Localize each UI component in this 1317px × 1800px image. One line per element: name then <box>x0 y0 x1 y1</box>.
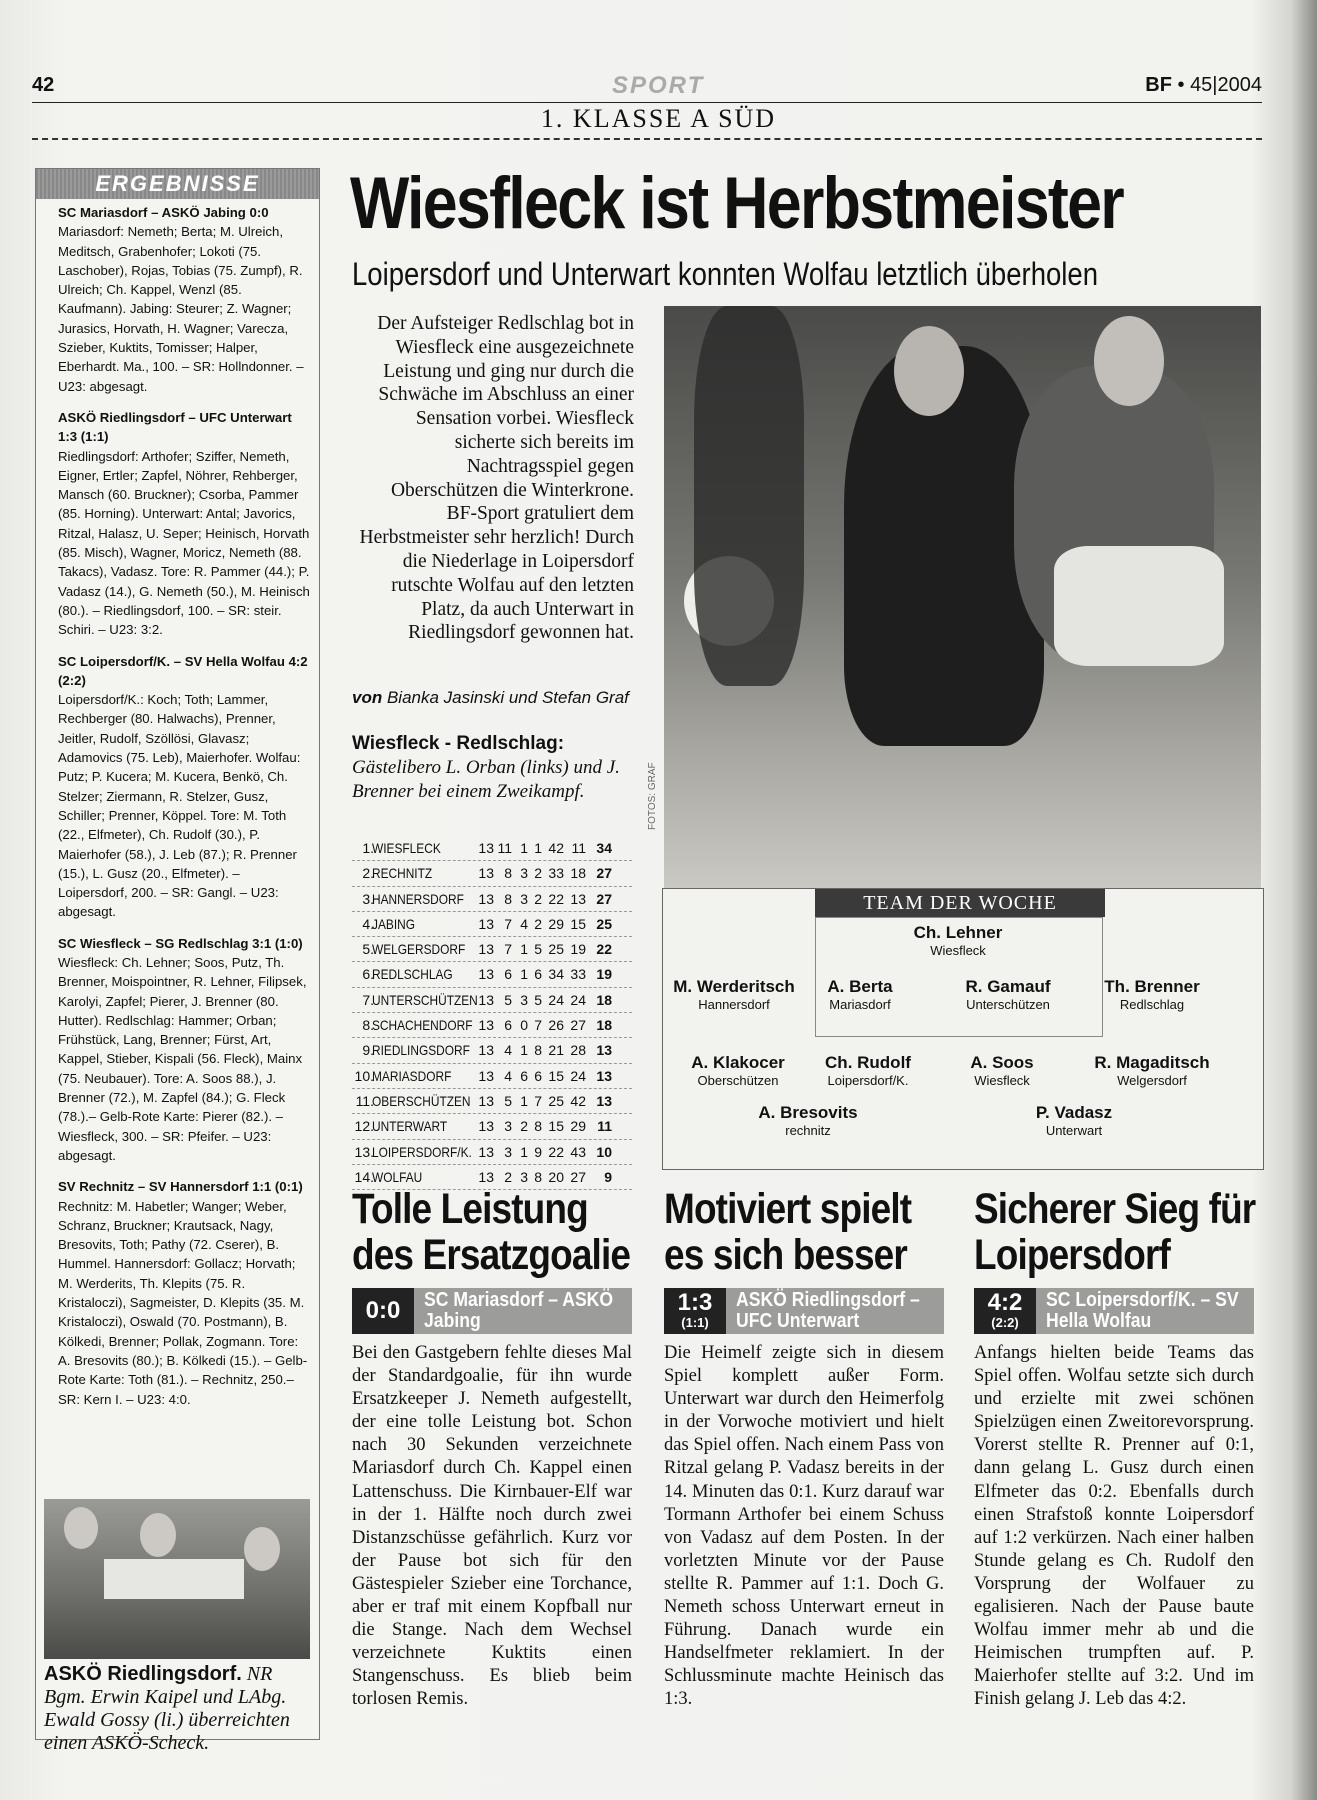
table-row <box>352 912 632 937</box>
stat-cell: 3 <box>504 1118 512 1135</box>
score-box <box>974 1288 1036 1334</box>
result-body: Wiesfleck: Ch. Lehner; Soos, Putz, Th. Brenner, Moispointner, R. Lehner, Filipsek, Karolyi, Zapfel; Pierer, J. Brenner (80. Hutter). Redlschlag: Hammer; Orban; Frühstück, Lang, Brenner; Fürst, Art, Kappel, Stieber, Kispali (56. Fleck), Mainx (75. Neubauer). Tore: A. Soos 88.), J. Brenner (72.), M. Zapfel (84.); G. Fleck (78.).– Gelb-Rote Karte: Pierer (82.). – Wiesfleck, 300. – SR: Pfeifer. – U23: abgesagt. <box>58 954 307 1163</box>
table-row <box>352 861 632 886</box>
player-name: A. Berta <box>827 977 893 996</box>
page-number: 42 <box>32 74 55 96</box>
team-heading: TEAM DER WOCHE <box>815 889 1105 917</box>
stat-cell: 3 <box>520 991 528 1008</box>
table-row <box>352 836 632 861</box>
player-name: P. Vadasz <box>1035 1103 1113 1122</box>
points: 19 <box>596 966 612 983</box>
stat-cell: 8 <box>534 1042 542 1059</box>
player-card <box>663 1053 813 1088</box>
stat-cell: 18 <box>570 865 586 882</box>
stat-cell: 29 <box>570 1118 586 1135</box>
team-name: WOLFAU <box>372 1168 423 1185</box>
player-card <box>1077 977 1227 1012</box>
stat-cell: 7 <box>534 1017 542 1034</box>
stat-cell: 25 <box>548 941 564 958</box>
score: 0:0 <box>365 1297 401 1324</box>
table-row <box>352 988 632 1013</box>
stat-cell: 3 <box>520 1168 528 1185</box>
stat-cell: 3 <box>520 865 528 882</box>
stat-cell: 11 <box>497 840 512 856</box>
stat-cell: 8 <box>534 1118 542 1135</box>
stat-cell: 19 <box>570 941 586 958</box>
sidebar-photo-caption <box>44 1663 314 1755</box>
table-row <box>352 937 632 962</box>
stat-cell: 5 <box>504 1092 512 1109</box>
report-body: Anfangs hielten beide Teams das Spiel offen. Wolfau setzte sich durch und erzielte mit zwei schönen Spielzügen einen Zweitorevorsprung. Vorerst stellte R. Prenner auf 0:1, dann gelang L. Gusz durch einen Elfmeter das 0:2. Ebenfalls durch einen Strafstoß konnte Loipersdorf auf 1:2 verkürzen. Nach einer halben Stunde gelang es Ch. Rudolf den Vorsprung der Wolfauer zu egalisieren. Nach der Pause baute Wolfau immer mehr ab und die Heimischen trumpften auf. P. Maierhofer stellte auf 3:2. Und im Finish gelang J. Leb das 4:2. <box>974 1343 1254 1710</box>
stat-cell: 13 <box>478 840 494 856</box>
halftime-score: (2:2) <box>991 1315 1019 1330</box>
stat-cell: 24 <box>548 991 564 1008</box>
match-teams: SC Loipersdorf/K. – SV Hella Wolfau <box>1046 1289 1239 1332</box>
stat-cell: 6 <box>520 1067 528 1084</box>
stat-cell: 9 <box>534 1143 542 1160</box>
photo-caption-text: Gästelibero L. Orban (links) und J. Brenner bei einem Zweikampf. <box>352 757 620 802</box>
points: 11 <box>597 1118 612 1135</box>
stat-cell: 24 <box>570 1067 586 1084</box>
stat-cell: 13 <box>478 1042 494 1059</box>
report-body: Die Heimelf zeigte sich in diesem Spiel komplett außer Form. Unterwart war durch den Heimerfolg in der Vorwoche motiviert und hielt das Spiel offen. Nach einem Pass von Ritzal gelang P. Vadasz bereits in der 14. Minuten das 0:1. Kurz darauf war Tormann Arthofer bei einem Schuss von Vadasz auf dem Posten. In der vorletzten Minute vor der Pause stellte R. Pammer auf 1:1. Doch G. Nemeth schoss Unterwart erneut in Führung. Danach wurde ein Handselfmeter reklamiert. In der Schlussminute machte Heinisch das 1:3. <box>664 1343 944 1710</box>
table-row <box>352 1114 632 1139</box>
issue-number: 45|2004 <box>1190 74 1262 96</box>
score: 1:3 <box>677 1289 713 1316</box>
stat-cell: 13 <box>478 991 494 1008</box>
points: 18 <box>596 991 612 1008</box>
rank: 8. <box>362 1017 374 1034</box>
team-of-the-week <box>662 888 1264 1170</box>
issue-info: BF • 45|2004 <box>1145 74 1262 96</box>
player-card <box>793 1053 943 1088</box>
report-body: Bei den Gastgebern fehlte dieses Mal der Standardgoalie, für ihn wurde Ersatzkeeper J. Nemeth aufgestellt, der eine tolle Leistung bot. Schon nach 30 Sekunden verzeichnete Mariasdorf durch Ch. Kappel einen Lattenschuss. Die Kirnbauer-Elf war in der 1. Hälfte noch durch zwei Distanzschüsse gefährlich. Kurz vor der Pause bot sich für den Gästespieler Szieber eine Torchance, aber er traf mit einem Kopfball nur die Stange. Nach dem Wechsel verzeichnete Kuktits einen Stangenschuss. Es blieb beim torlosen Remis. <box>352 1343 632 1710</box>
match-report <box>664 1186 944 1712</box>
stat-cell: 4 <box>520 915 528 932</box>
stat-cell: 21 <box>548 1042 564 1059</box>
points: 27 <box>596 865 612 882</box>
score-bar <box>664 1288 944 1334</box>
results-list <box>58 203 313 1421</box>
team-name: MARIASDORF <box>372 1067 452 1084</box>
rank: 5. <box>362 941 374 958</box>
rank: 2. <box>362 865 374 882</box>
match-report <box>352 1186 632 1712</box>
table-row <box>352 1064 632 1089</box>
stat-cell: 1 <box>520 1042 528 1059</box>
rank: 3. <box>362 890 374 907</box>
stat-cell: 26 <box>548 1017 564 1034</box>
rank: 7. <box>362 991 374 1008</box>
stat-cell: 8 <box>504 890 512 907</box>
result-body: Mariasdorf: Nemeth; Berta; M. Ulreich, Meditsch, Grabenhofer; Lokoti (75. Laschober), Rojas, Tobias (75. Zumpf), R. Ulreich; Ch. Kappel, Wenzl (85. Kaufmann). Jabing: Steurer; Z. Wagner; Jurasics, Horvath, H. Wagner; Varecza, Szieber, Kuktits, Tomisser; Halper, Eberhardt. Ma., 100. – SR: Hollndonner. – U23: abgesagt. <box>58 224 304 394</box>
photo-caption-lead: Wiesfleck - Redlschlag: <box>352 733 565 754</box>
result-title: ASKÖ Riedlingsdorf – UFC Unterwart 1:3 (1:1) <box>58 409 292 445</box>
stat-cell: 8 <box>534 1168 542 1185</box>
results-sidebar <box>35 168 320 1754</box>
stat-cell: 2 <box>534 865 542 882</box>
main-subheadline: Loipersdorf und Unterwart konnten Wolfau letztlich überholen <box>352 256 1099 292</box>
stat-cell: 22 <box>548 1143 564 1160</box>
player-name: Ch. Rudolf <box>825 1053 911 1072</box>
stat-cell: 3 <box>504 1143 512 1160</box>
match-teams: ASKÖ Riedlingsdorf – UFC Unterwart <box>736 1289 920 1332</box>
stat-cell: 13 <box>478 941 494 958</box>
score-box <box>352 1288 414 1334</box>
player-name: Th. Brenner <box>1104 977 1200 996</box>
stat-cell: 13 <box>478 1118 494 1135</box>
league-title: 1. KLASSE A SÜD <box>540 104 777 133</box>
player-club: Loipersdorf/K. <box>827 1073 909 1088</box>
match-teams: SC Mariasdorf – ASKÖ Jabing <box>424 1289 614 1332</box>
player-name: A. Soos <box>970 1053 1034 1072</box>
points: 13 <box>596 1042 612 1059</box>
stat-cell: 6 <box>534 1067 542 1084</box>
stat-cell: 33 <box>548 865 564 882</box>
player-club: Hannersdorf <box>698 997 770 1012</box>
points: 27 <box>596 890 612 907</box>
stat-cell: 13 <box>478 890 494 907</box>
score-bar <box>974 1288 1254 1334</box>
team-name: UNTERWART <box>372 1118 448 1135</box>
report-headline: Sicherer Sieg für Loipersdorf <box>974 1185 1256 1279</box>
player-club: Oberschützen <box>697 1073 779 1088</box>
result-block <box>58 934 313 1166</box>
cheque-photo <box>44 1499 310 1659</box>
stat-cell: 13 <box>478 966 494 983</box>
stat-cell: 2 <box>520 1118 528 1135</box>
team-name: OBERSCHÜTZEN <box>372 1092 471 1109</box>
result-body: Riedlingsdorf: Arthofer; Sziffer, Nemeth, Eigner, Ertler; Zapfel, Nöhrer, Rehberger, Mansch (60. Bruckner); Csorba, Pammer (85. Horning). Unterwart: Antal; Javorics, Ritzal, Halasz, U. Seper; Heinisch, Horvath (85. Misch), Wagner, Moricz, Nemeth (88. Takacs), Vadasz. Tore: R. Pammer (44.); P. Vadasz (14.), G. Nemeth (50.), M. Heinisch (80.). – Riedlingsdorf, 100. – SR: steir. Schiri. – U23: 3:2. <box>58 448 310 638</box>
points: 10 <box>596 1143 612 1160</box>
player-card <box>927 1053 1077 1088</box>
photo-credit: FOTOS: GRAF <box>647 762 658 830</box>
rank: 12. <box>354 1118 374 1135</box>
player-card <box>999 1103 1149 1138</box>
stat-cell: 28 <box>570 1042 586 1059</box>
stat-cell: 11 <box>571 840 586 856</box>
result-block <box>58 203 313 396</box>
player-club: Redlschlag <box>1119 997 1185 1012</box>
stat-cell: 34 <box>548 966 564 983</box>
score-bar <box>352 1288 632 1334</box>
team-name: WELGERSDORF <box>372 941 466 958</box>
result-body: Rechnitz: M. Habetler; Wanger; Weber, Schranz, Bruckner; Krautsack, Nagy, Bresovits, Toth; Pathy (72. Cserer), B. Hummel. Hannersdorf: Gollacz; Horvath; M. Werderits, Th. Klepits (75. R. Kristaloczi), Sagmeister, D. Klepits (35. M. Kristaloczi), Oswald (70. Postmann), B. Kölkedi, Brenner; Pollak, Zogmann. Tore: A. Bresovits (80.); B. Kölkedi (15.). – Gelb-Rote Karte: Toth (81.). – Rechnitz, 250.– SR: Kern I. – U23: 4:0. <box>58 1198 308 1407</box>
table-row <box>352 1089 632 1114</box>
photo-caption <box>352 732 642 804</box>
rank: 11. <box>355 1092 374 1109</box>
player-club: Welgersdorf <box>1117 1073 1187 1088</box>
stat-cell: 0 <box>520 1017 528 1034</box>
points: 22 <box>596 941 612 958</box>
byline <box>352 688 629 708</box>
table-row <box>352 887 632 912</box>
player-name: A. Klakocer <box>691 1053 785 1072</box>
stat-cell: 2 <box>534 890 542 907</box>
player-name: R. Magaditsch <box>1094 1053 1210 1072</box>
report-headline: Tolle Leistung des Ersatzgoalie <box>352 1185 631 1279</box>
stat-cell: 27 <box>570 1017 586 1034</box>
match-report <box>974 1186 1254 1712</box>
stat-cell: 15 <box>548 1067 564 1084</box>
player-card <box>733 1103 883 1138</box>
stat-cell: 5 <box>504 991 512 1008</box>
stat-cell: 13 <box>478 1067 494 1084</box>
stat-cell: 1 <box>534 840 542 856</box>
byline-prefix: von <box>352 688 383 707</box>
player-card <box>1077 1053 1227 1088</box>
magazine-name: BF <box>1145 74 1172 96</box>
team-name: SCHACHENDORF <box>372 1017 473 1034</box>
stat-cell: 22 <box>548 890 564 907</box>
stat-cell: 8 <box>504 865 512 882</box>
player-club: Unterwart <box>1045 1123 1103 1138</box>
stat-cell: 13 <box>478 1143 494 1160</box>
table-row <box>352 962 632 987</box>
stat-cell: 13 <box>478 915 494 932</box>
caption-text: NR Bgm. Erwin Kaipel und LAbg. Ewald Gossy (li.) überreichten einen ASKÖ-Scheck. <box>44 1663 290 1754</box>
page-header <box>32 70 1262 100</box>
stat-cell: 4 <box>504 1042 512 1059</box>
team-name: RECHNITZ <box>372 865 433 882</box>
rank: 6. <box>362 966 374 983</box>
stat-cell: 7 <box>504 941 512 958</box>
header-rule <box>32 102 1262 103</box>
stat-cell: 6 <box>504 1017 512 1034</box>
stat-cell: 13 <box>478 1092 494 1109</box>
stat-cell: 27 <box>570 1168 586 1185</box>
player-name: M. Werderitsch <box>673 977 795 996</box>
rank: 14. <box>354 1168 374 1185</box>
stat-cell: 2 <box>534 915 542 932</box>
result-title: SC Loipersdorf/K. – SV Hella Wolfau 4:2 (2:2) <box>58 653 308 688</box>
result-title: SV Rechnitz – SV Hannersdorf 1:1 (0:1) <box>58 1179 303 1195</box>
player-name: R. Gamauf <box>965 977 1051 996</box>
stat-cell: 43 <box>570 1143 586 1160</box>
stat-cell: 13 <box>570 890 586 907</box>
stat-cell: 42 <box>570 1092 586 1109</box>
stat-cell: 5 <box>534 941 542 958</box>
table-row <box>352 1013 632 1038</box>
stat-cell: 15 <box>548 1118 564 1135</box>
byline-authors: Bianka Jasinski und Stefan Graf <box>386 688 629 707</box>
stat-cell: 1 <box>520 1143 528 1160</box>
score: 4:2 <box>987 1289 1023 1316</box>
player-card <box>883 923 1033 958</box>
points: 25 <box>596 915 612 932</box>
team-name: UNTERSCHÜTZEN <box>372 991 478 1008</box>
team-name: WIESFLECK <box>372 840 441 856</box>
team-name: HANNERSDORF <box>372 890 464 907</box>
player-club: rechnitz <box>785 1123 831 1138</box>
rank: 10. <box>354 1067 374 1084</box>
rank: 4. <box>362 915 374 932</box>
points: 34 <box>596 840 612 856</box>
team-name: REDLSCHLAG <box>372 966 453 983</box>
result-block <box>58 408 313 640</box>
table-row <box>352 1140 632 1165</box>
player-club: Mariasdorf <box>829 997 891 1012</box>
player-club: Unterschützen <box>966 997 1050 1012</box>
section-name: SPORT <box>612 72 705 99</box>
stat-cell: 29 <box>548 915 564 932</box>
stat-cell: 5 <box>534 991 542 1008</box>
stat-cell: 13 <box>478 1168 494 1185</box>
team-name: RIEDLINGSDORF <box>372 1042 470 1059</box>
rank: 13. <box>354 1143 374 1160</box>
result-block <box>58 652 313 922</box>
player-club: Wiesfleck <box>974 1073 1030 1088</box>
score-box <box>664 1288 726 1334</box>
team-name: JABING <box>372 915 415 932</box>
dashed-divider <box>32 138 1262 140</box>
stat-cell: 3 <box>520 890 528 907</box>
player-card <box>785 977 935 1012</box>
table-row <box>352 1038 632 1063</box>
stat-cell: 1 <box>520 1092 528 1109</box>
player-card <box>933 977 1083 1012</box>
stat-cell: 25 <box>548 1092 564 1109</box>
player-name: Ch. Lehner <box>913 923 1003 942</box>
points: 9 <box>604 1168 612 1185</box>
lead-paragraph: Der Aufsteiger Redlschlag bot in Wiesfleck eine ausgezeichnete Leistung und ging nur durch die Schwäche im Abschluss an einer Sensation vorbei. Wiesfleck sicherte sich bereits im Nachtragsspiel gegen Oberschützen die Winterkrone. BF-Sport gratuliert dem Herbstmeister sehr herzlich! Durch die Niederlage in Loipersdorf rutschte Wolfau auf den letzten Platz, da auch Unterwart in Riedlingsdorf gewonnen hat. <box>359 313 634 644</box>
stat-cell: 1 <box>520 966 528 983</box>
team-name: LOIPERSDORF/K. <box>372 1143 472 1160</box>
result-block <box>58 1177 313 1409</box>
stat-cell: 2 <box>504 1168 512 1185</box>
stat-cell: 7 <box>504 915 512 932</box>
halftime-score: (1:1) <box>681 1315 709 1330</box>
report-headline: Motiviert spielt es sich besser <box>664 1185 912 1279</box>
stat-cell: 20 <box>548 1168 564 1185</box>
caption-lead: ASKÖ Riedlingsdorf. <box>44 1663 242 1685</box>
stat-cell: 4 <box>504 1067 512 1084</box>
result-title: SC Mariasdorf – ASKÖ Jabing 0:0 <box>58 205 269 220</box>
points: 13 <box>596 1092 612 1109</box>
stat-cell: 24 <box>570 991 586 1008</box>
rank: 9. <box>362 1042 374 1059</box>
player-name: A. Bresovits <box>758 1103 858 1122</box>
stat-cell: 6 <box>504 966 512 983</box>
stat-cell: 13 <box>478 1017 494 1034</box>
main-headline: Wiesfleck ist Herbstmeister <box>350 163 1123 244</box>
rank: 1. <box>362 840 374 856</box>
stat-cell: 1 <box>520 840 528 856</box>
league-table <box>352 836 632 1190</box>
points: 18 <box>596 1017 612 1034</box>
match-photo <box>664 306 1261 911</box>
points: 13 <box>596 1067 612 1084</box>
stat-cell: 13 <box>478 865 494 882</box>
stat-cell: 6 <box>534 966 542 983</box>
stat-cell: 7 <box>534 1092 542 1109</box>
result-title: SC Wiesfleck – SG Redlschlag 3:1 (1:0) <box>58 935 303 951</box>
stat-cell: 33 <box>570 966 586 983</box>
stat-cell: 1 <box>520 941 528 958</box>
result-body: Loipersdorf/K.: Koch; Toth; Lammer, Rechberger (80. Halwachs), Prenner, Jeitler, Rudolf, Szöllösi, Glavasz; Adamovics (75. Leb), Maierhofer. Wolfau: Putz; P. Kucera; M. Kucera, Benkö, Ch. Stelzer; Ziermann, R. Stelzer, Gusz, Schiller; Prenner, Köppel. Tore: M. Toth (22., Elfmeter), Ch. Rudolf (30.), P. Maierhofer (58.), J. Leb (87.); R. Prenner (15.), L. Gusz (20., Elfmeter). – Loipersdorf, 200. – SR: Gangl. – U23: abgesagt. <box>58 692 301 920</box>
stat-cell: 42 <box>548 840 564 856</box>
results-heading: ERGEBNISSE <box>36 169 319 199</box>
player-club: Wiesfleck <box>930 943 986 958</box>
stat-cell: 15 <box>570 915 586 932</box>
